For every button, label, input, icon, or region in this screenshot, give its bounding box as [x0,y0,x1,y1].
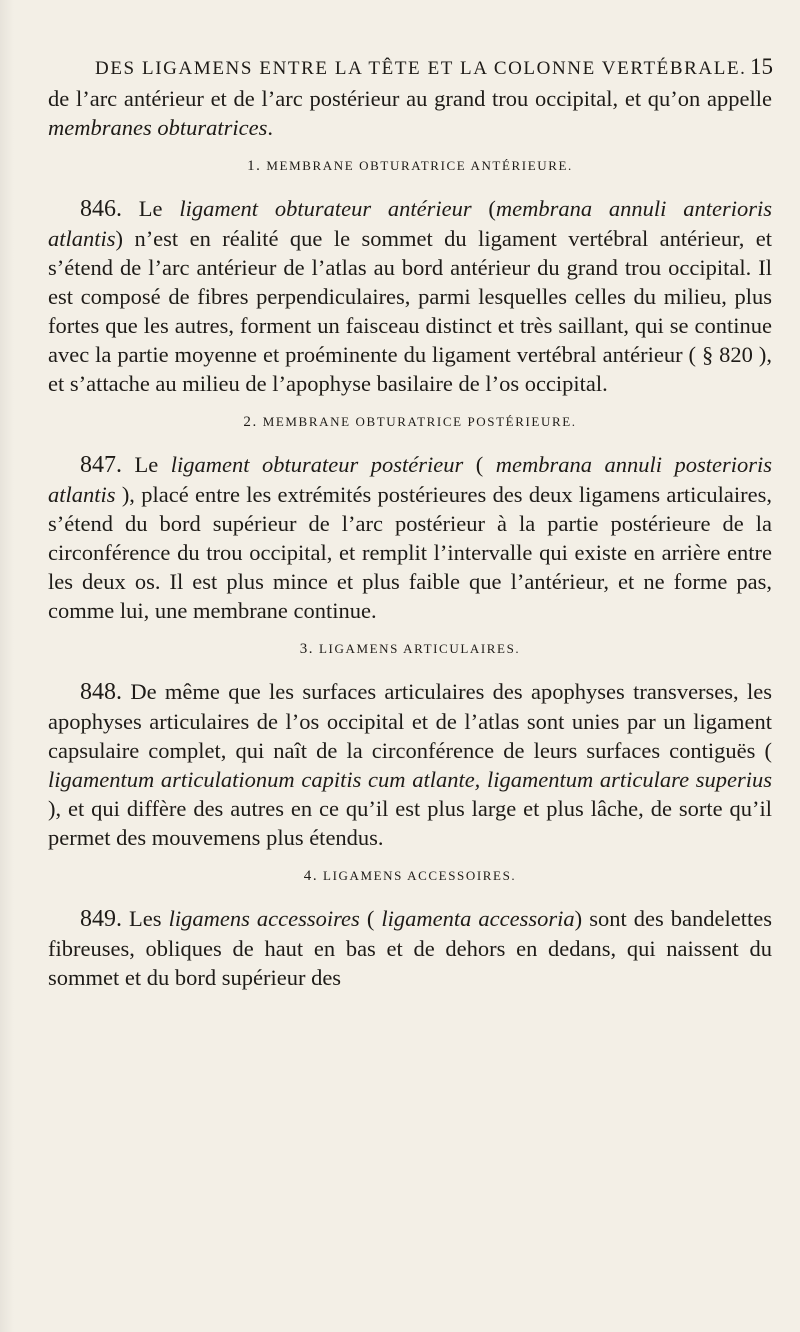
latin-term: membrana annuli posterioris atlantis [48,452,772,507]
body-text: Les [122,906,169,931]
section-number: 2. [243,414,258,430]
intro-text: de l’arc antérieur et de l’arc postérieur au grand trou occipital, et qu’on appelle [48,86,772,111]
latin-term: ligamentum articulationum capitis cum atlante, ligamentum articulare superius [48,767,772,792]
latin-term: membrana annuli anterioris atlantis [48,196,772,251]
paragraph-number: 847. [80,452,122,478]
body-text: ( [359,906,382,931]
section-heading [48,868,772,884]
paragraph-847 [48,450,772,625]
section-title: LIGAMENS ACCESSOIRES. [323,868,517,883]
body-text: ), et qui diffère des autres en ce qu’il est plus large et plus lâche, de sorte qu’il permet des mouvemens plus étendus. [48,796,772,850]
body-text: Le [122,196,180,221]
paragraph-number: 846. [80,196,122,222]
section-title: MEMBRANE OBTURATRICE ANTÉRIEURE. [266,158,573,173]
page-body [48,84,772,992]
intro-text-end: . [267,115,273,140]
paragraph-number: 848. [80,679,122,705]
section-number: 3. [299,641,315,657]
latin-term: ligamenta accessoria [381,906,575,931]
intro-paragraph [48,84,772,142]
section-number: 4. [303,868,319,884]
latin-term: ligamens accessoires [168,906,360,931]
running-title: DES LIGAMENS ENTRE LA TÊTE ET LA COLONNE VERTÉBRALE. [95,58,747,79]
intro-term: membranes obturatrices [48,115,268,140]
section-heading [48,414,772,430]
latin-term: ligament obturateur antérieur [179,196,472,221]
section-2 [48,414,772,625]
paragraph-848 [48,677,772,852]
running-header [95,54,773,80]
body-text: ( [463,452,496,477]
paragraph-849 [48,904,772,992]
section-4 [48,868,772,992]
body-text: ) sont des bandelettes fibreuses, obliques de haut en bas et de dehors en dedans, qui naissent du sommet et du bord supérieur des [48,906,773,990]
body-text: De même que les surfaces articulaires des apophyses transverses, les apophyses articulaires de l’os occipital et de l’atlas sont unies par un ligament capsulaire complet, qui naît de la circonférence de leurs surfaces contiguës ( [48,679,772,763]
section-heading [48,641,772,657]
section-number: 1. [247,158,262,174]
section-title: LIGAMENS ARTICULAIRES. [319,641,521,656]
body-text: Le [122,452,171,477]
page-number: 15 [750,54,773,79]
body-text: ( [471,196,496,221]
section-title: MEMBRANE OBTURATRICE POSTÉRIEURE. [262,414,577,429]
latin-term: ligament obturateur postérieur [170,452,464,477]
section-3 [48,641,772,852]
body-text: ) n’est en réalité que le sommet du ligament vertébral antérieur, et s’étend de l’arc antérieur de l’atlas au bord antérieur du grand trou occipital. Il est composé de fibres perpendiculaires, parmi lesquelles celles du milieu, plus fortes que les autres, forment un faisceau distinct et très saillant, qui se continue avec la partie moyenne et proéminente du ligament vertébral antérieur ( § 820 ), et s’attache au milieu de l’apophyse basilaire de l’os occipital. [48,226,772,396]
body-text: ), placé entre les extrémités postérieures des deux ligamens articulaires, s’étend du bord supérieur de l’arc postérieur à la partie postérieure de la circonférence du trou occipital, et remplit l’intervalle qui existe en arrière entre les deux os. Il est plus mince et plus faible que l’antérieur, et ne forme pas, comme lui, une membrane continue. [48,482,772,623]
section-heading [48,158,772,174]
paragraph-846 [48,194,772,398]
paragraph-number: 849. [80,906,122,932]
section-1 [48,158,772,398]
